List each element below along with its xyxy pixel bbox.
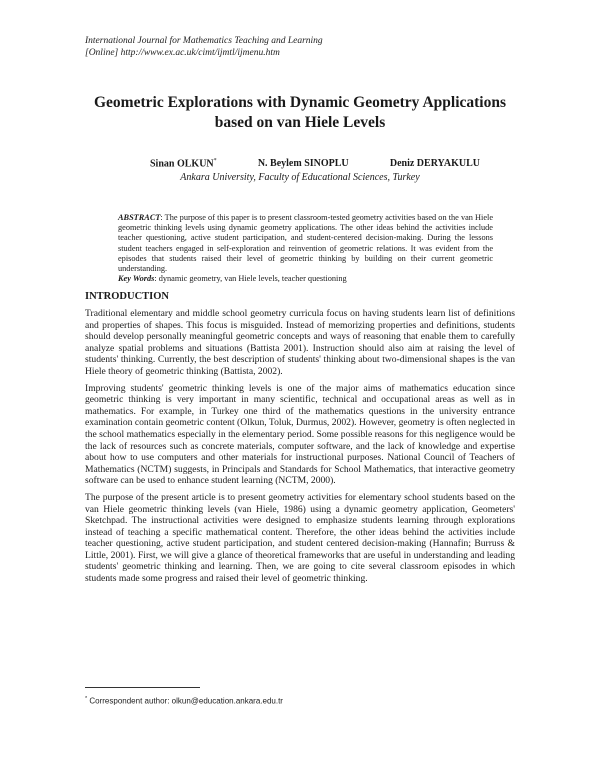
- footnote-text: Correspondent author: olkun@education.ankara.edu.tr: [89, 696, 283, 706]
- keywords: [118, 274, 493, 284]
- body-paragraph-2: Improving students' geometric thinking levels is one of the major aims of mathematics education since geometric thinking is very important in many scientific, technical and occupational areas as well as in mathematics. For example, in Turkey one third of the mathematics questions in the university entrance examination contain geometric content (Olkun, Toluk, Durmus, 2002). However, geometry is often neglected in the school mathematics especially in the elementary period. Some possible reasons for this negligence would be the lack of resources such as concrete materials, computer software, and the lack of knowledge and expertise about how to use computers and other materials for instructional purposes. National Council of Teachers of Mathematics (NCTM) suggests, in Principals and Standards for School Mathematics, that interactive geometry software can be used to enhance student learning (NCTM, 2000).: [85, 382, 515, 487]
- footnote: [85, 696, 283, 706]
- section-heading-introduction: INTRODUCTION: [85, 291, 170, 302]
- abstract-label: ABSTRACT: [118, 213, 161, 222]
- journal-header: [85, 35, 323, 59]
- keywords-label: Key Words: [118, 274, 155, 284]
- footnote-divider: [85, 687, 200, 688]
- abstract-text: : The purpose of this paper is to present classroom-tested geometry activities based on the van Hiele geometric thinking levels using dynamic geometry applications. The other ideas behind the activities include teacher questioning, active student participation, and student-centered decision-making. During the lessons student teachers engaged in self-exploration and reinvention of geometric relations. It was evident from the episodes that students raised their level of geometric thinking by building on their current geometric understanding.: [118, 213, 493, 274]
- body-paragraph-3: The purpose of the present article is to present geometry activities for elementary school students based on the van Hiele geometric thinking levels (van Hiele, 1986) using a dynamic geometry application, Geometers' Sketchpad. The instructional activities were designed to emphasize students learning through explorations instead of teaching a specific mathematical content. Therefore, the other ideas behind the activities include teacher questioning, active student participation, and student centered decision-making (Hannafin; Burruss & Little, 2001). First, we will give a glance of theoretical frameworks that are useful in understanding and leading students' geometric thinking and learning. Then, we are going to cite several classroom episodes in which students made some progress and raised their level of geometric thinking.: [85, 491, 515, 585]
- author-1: [150, 158, 217, 169]
- author-2: N. Beylem SINOPLU: [257, 158, 349, 169]
- keywords-text: : dynamic geometry, van Hiele levels, teacher questioning: [154, 274, 347, 284]
- journal-url: [Online] http://www.ex.ac.uk/cimt/ijmtl/ijmenu.htm: [85, 48, 280, 58]
- title-line-2: based on van Hiele Levels: [214, 114, 386, 131]
- abstract-paragraph: [118, 213, 493, 274]
- author-1-footnote-mark: *: [213, 158, 217, 164]
- author-3: Deniz DERYAKULU: [389, 158, 480, 169]
- paper-title: [60, 93, 540, 133]
- affiliation: Ankara University, Faculty of Educational Sciences, Turkey: [180, 172, 420, 183]
- author-list: [150, 158, 480, 169]
- introduction-body: [85, 308, 515, 590]
- abstract-block: [118, 213, 493, 284]
- author-1-name: Sinan OLKUN: [150, 158, 214, 170]
- footnote-mark: *: [85, 696, 88, 702]
- title-line-1: Geometric Explorations with Dynamic Geometry Applications: [94, 94, 506, 111]
- journal-name: International Journal for Mathematics Teaching and Learning: [85, 36, 323, 46]
- body-paragraph-1: Traditional elementary and middle school geometry curricula focus on having students learn list of definitions and properties of shapes. This focus is misguided. Instead of memorizing properties and definitions, students should develop personally meaningful geometric concepts and ways of reasoning that enable them to carefully analyze spatial problems and situations (Battista 2001). Instruction should also aim at raising the level of students' thinking. Currently, the best description of students' thinking about two-dimensional shapes is the van Hiele theory of geometric thinking (Battista, 2002).: [85, 308, 515, 377]
